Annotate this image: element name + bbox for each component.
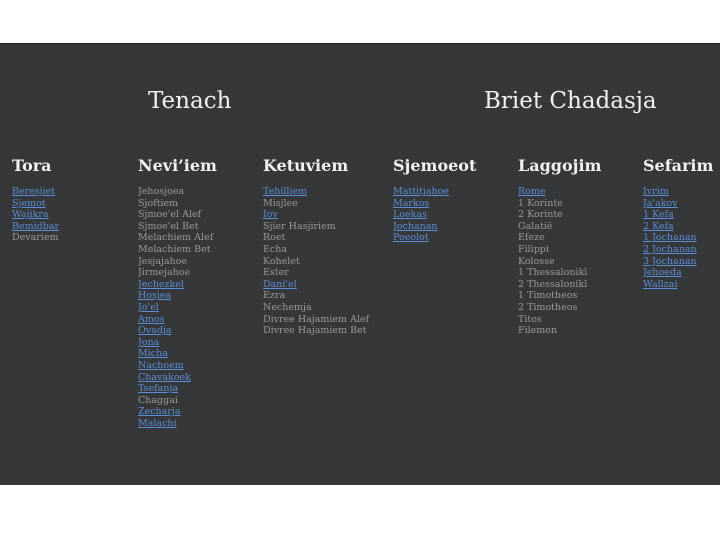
book-link[interactable]: Jochanan (393, 220, 438, 232)
book-label: Devariem (12, 232, 59, 244)
book-link[interactable]: 3 Jochanan (643, 255, 697, 267)
book-label: Filemon (518, 325, 558, 337)
book-label: Galatië (518, 220, 553, 232)
book-list-neviiem (138, 186, 263, 429)
book-label: Kohelet (263, 255, 300, 267)
book-label: 1 Korinte (518, 197, 563, 209)
book-link[interactable]: 2 Kefa (643, 220, 674, 232)
book-label: 1 Thessalonikī (518, 267, 588, 279)
book-link[interactable]: Micha (138, 348, 168, 360)
tenach-section-title: Tenach (148, 88, 232, 114)
book-link[interactable]: Jehoeda (643, 267, 682, 279)
column-sjemoeot (393, 156, 518, 244)
column-sefarim (643, 156, 720, 290)
book-link[interactable]: Nachoem (138, 359, 184, 371)
book-link[interactable]: Ja'akov (643, 197, 678, 209)
book-label: 1 Timotheos (518, 290, 578, 302)
column-heading-laggojim: Laggojim (518, 156, 602, 175)
book-link[interactable]: Mattitjahoe (393, 186, 449, 197)
book-list-ketuviem (263, 186, 388, 337)
book-link[interactable]: Jechezkel (138, 278, 184, 290)
book-link[interactable]: Wajikra (12, 209, 49, 221)
book-label: Jesjajahoe (138, 255, 187, 267)
book-link[interactable]: 1 Kefa (643, 209, 674, 221)
column-heading-ketuviem: Ketuviem (263, 156, 349, 175)
book-link[interactable]: Zecharja (138, 406, 181, 418)
book-link[interactable]: Ovadja (138, 325, 172, 337)
briet-chadasja-section-title: Briet Chadasja (484, 88, 657, 114)
column-tora (12, 156, 137, 244)
book-label: Nechemja (263, 301, 312, 313)
book-link[interactable]: Jo'el (138, 301, 159, 313)
book-list-sefarim (643, 186, 720, 290)
column-heading-sjemoeot: Sjemoeot (393, 156, 477, 175)
book-label: 2 Korinte (518, 209, 563, 221)
book-link[interactable]: Loekas (393, 209, 427, 221)
book-label: 2 Timotheos (518, 301, 578, 313)
book-link[interactable]: 1 Jochanan (643, 232, 697, 244)
book-link[interactable]: Jona (138, 336, 160, 348)
column-neviiem (138, 156, 263, 429)
book-link[interactable]: Rome (518, 186, 546, 197)
book-label: Titos (518, 313, 542, 325)
book-link[interactable]: Amos (138, 313, 165, 325)
book-label: Divree Hajamiem Alef (263, 313, 370, 325)
book-list-sjemoeot (393, 186, 518, 244)
book-label: Filippi (518, 243, 549, 255)
book-label: Echa (263, 243, 288, 255)
book-link[interactable]: Iov (263, 209, 278, 221)
book-label: Sjmoe'el Bet (138, 220, 199, 232)
book-label: Jirmejahoe (138, 267, 191, 279)
column-ketuviem (263, 156, 388, 337)
book-label: Efeze (518, 232, 545, 244)
book-link[interactable]: Poeolot (393, 232, 429, 244)
book-label: Sjier Hasjiriem (263, 220, 336, 232)
book-label: Chaggai (138, 394, 178, 406)
book-label: 2 Thessalonikī (518, 278, 588, 290)
book-link[interactable]: Tsefanja (138, 383, 179, 395)
book-link[interactable]: Tehilliem (263, 186, 308, 197)
column-heading-tora: Tora (12, 156, 52, 175)
book-label: Melachiem Alef (138, 232, 214, 244)
book-link[interactable]: 2 Jochanan (643, 243, 697, 255)
book-link[interactable]: Chavakoek (138, 371, 191, 383)
book-label: Ester (263, 267, 289, 279)
book-label: Sjoftiem (138, 197, 179, 209)
book-link[interactable]: Beresjiet (12, 186, 56, 197)
book-label: Sjmoe'el Alef (138, 209, 202, 221)
book-label: Jehosjoea (138, 186, 185, 197)
book-label: Ezra (263, 290, 286, 302)
books-index-panel (0, 43, 720, 485)
book-link[interactable]: Sjemot (12, 197, 46, 209)
book-label: Melachiem Bet (138, 243, 211, 255)
book-list-tora (12, 186, 137, 244)
book-label: Kolosse (518, 255, 555, 267)
book-label: Divree Hajamiem Bet (263, 325, 367, 337)
column-heading-neviiem: Nevi’iem (138, 156, 217, 175)
book-link[interactable]: Dani'el (263, 278, 297, 290)
book-link[interactable]: Markos (393, 197, 430, 209)
column-laggojim (518, 156, 643, 337)
book-label: Roet (263, 232, 286, 244)
book-link[interactable]: Hosjea (138, 290, 172, 302)
book-link[interactable]: Wallzai (643, 278, 678, 290)
book-link[interactable]: Malachi (138, 417, 177, 429)
book-list-laggojim (518, 186, 643, 337)
column-heading-sefarim: Sefarim (643, 156, 714, 175)
book-link[interactable]: Ivrim (643, 186, 669, 197)
book-link[interactable]: Bemidbar (12, 220, 60, 232)
book-label: Misjlee (263, 197, 298, 209)
